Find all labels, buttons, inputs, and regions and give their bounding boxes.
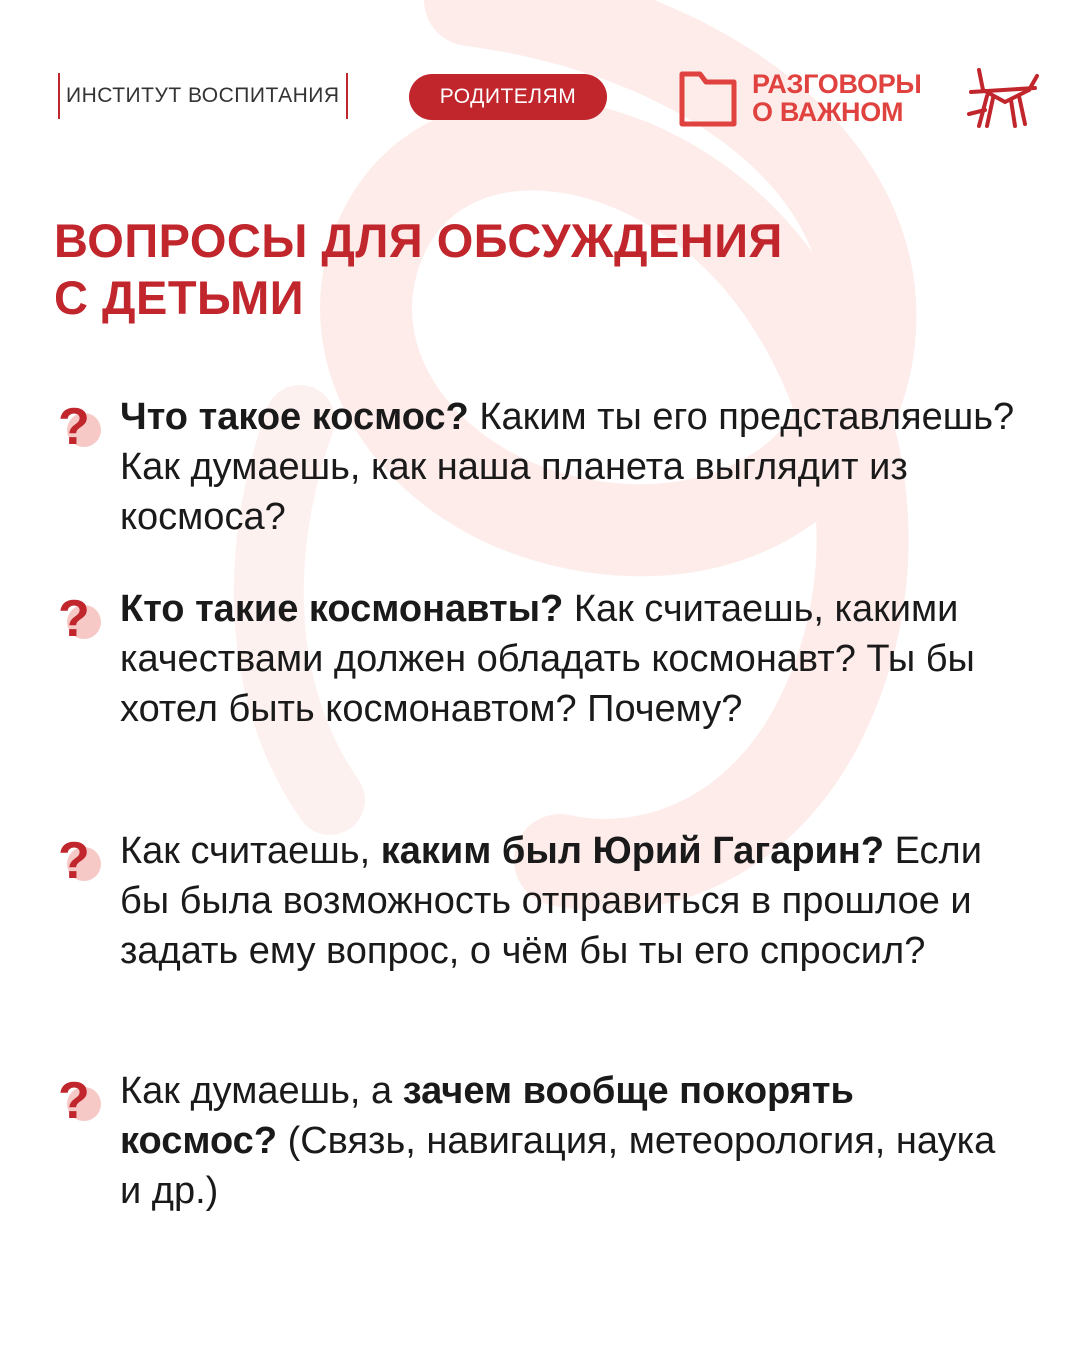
title-line-2: С ДЕТЬМИ (54, 271, 305, 324)
question-item-2 (120, 584, 1020, 734)
question-mark-icon (52, 588, 102, 644)
question-2-text: Как считаешь, какими качествами должен обладать космонавт? Ты бы хотел быть космонавтом? Почему? (120, 588, 975, 730)
question-4-lead: Как думаешь, а (120, 1070, 403, 1112)
question-item-3 (120, 826, 1020, 976)
question-2-bold: Кто такие космонавты? (120, 588, 564, 630)
question-4-text: (Связь, навигация, метеорология, наука и др.) (120, 1120, 996, 1212)
title-line-1: ВОПРОСЫ ДЛЯ ОБСУЖДЕНИЯ (54, 214, 783, 267)
page-title (54, 212, 1014, 326)
question-3-lead: Как считаешь, (120, 830, 381, 872)
question-4-bold: зачем вообще покорять космос? (120, 1070, 854, 1162)
brand-line-2: О ВАЖНОМ (752, 97, 904, 127)
question-mark-icon (52, 830, 102, 886)
horse-logo-icon (965, 66, 1041, 130)
institute-label: ИНСТИТУТ ВОСПИТАНИЯ (58, 73, 348, 119)
question-1-bold: Что такое космос? (120, 396, 469, 438)
question-3-bold: каким был Юрий Гагарин? (380, 830, 885, 872)
svg-text:?: ? (58, 1072, 90, 1126)
header (0, 0, 1080, 200)
question-mark-icon (52, 396, 102, 452)
question-mark-icon (52, 1070, 102, 1126)
question-1-text: Каким ты его представляешь? Как думаешь, как наша планета выглядит из космоса? (120, 396, 1015, 538)
svg-text:?: ? (58, 590, 90, 644)
question-3-text: Если бы была возможность отправиться в прошлое и задать ему вопрос, о чём бы ты его спросил? (120, 830, 982, 972)
question-item-4 (120, 1066, 1020, 1216)
svg-text:?: ? (58, 832, 90, 886)
brand-line-1: РАЗГОВОРЫ (752, 69, 922, 99)
folder-icon (678, 66, 738, 128)
svg-text:?: ? (58, 398, 90, 452)
brand-logo-text (752, 70, 922, 126)
audience-badge: РОДИТЕЛЯМ (409, 74, 607, 120)
question-item-1 (120, 392, 1020, 542)
